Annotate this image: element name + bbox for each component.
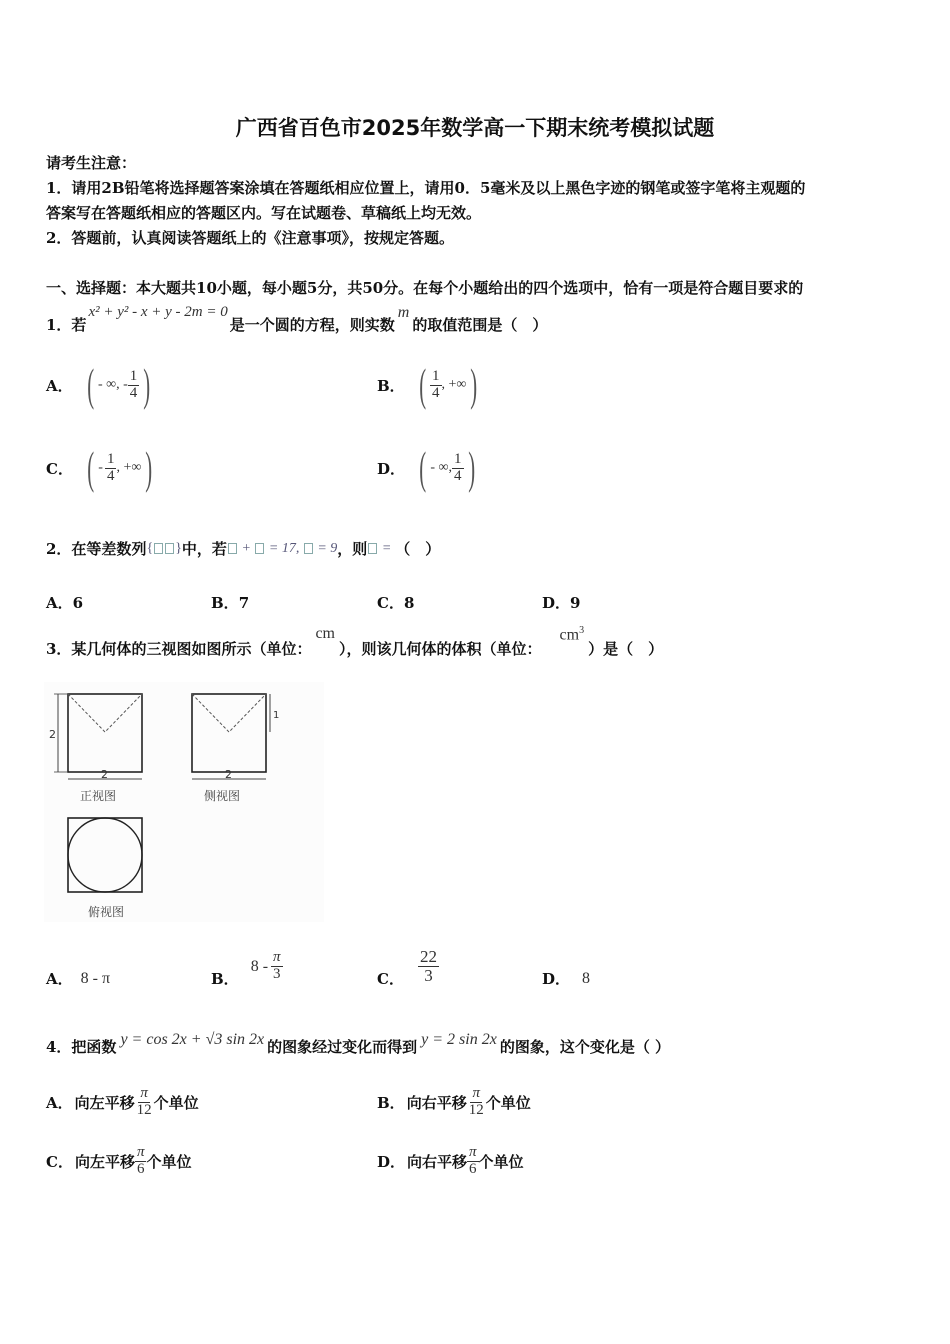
q4-option-b-label: B． bbox=[377, 1093, 405, 1112]
q4-option-a-post: 个单位 bbox=[153, 1093, 199, 1112]
q2-option-b[interactable] bbox=[211, 592, 249, 613]
q1-option-d-label: D． bbox=[377, 459, 406, 478]
q4-option-d-label: D． bbox=[377, 1152, 406, 1171]
question-3 bbox=[46, 625, 663, 659]
q3-option-d-value: 8 bbox=[582, 969, 591, 987]
q2-plus: + bbox=[241, 540, 251, 556]
q2-target bbox=[367, 541, 391, 557]
q1-option-c-label: C． bbox=[46, 459, 73, 478]
front-width-label: 2 bbox=[101, 768, 108, 781]
q1-option-c[interactable]: C． ( - $\frac{1}{4}$ , +∞ ) bbox=[46, 442, 153, 493]
q2-option-c-label: C． bbox=[377, 594, 404, 612]
q3-option-b-den: 3 bbox=[273, 966, 281, 982]
q2-option-a-value: 6 bbox=[72, 594, 84, 612]
notice-item1-line2: 答案写在答题纸相应的答题区内。写在试题卷、草稿纸上均无效。 bbox=[46, 204, 482, 222]
q2-eq-9: = 9 bbox=[317, 540, 338, 556]
q2-option-d-value: 9 bbox=[570, 594, 581, 612]
q4-option-a-den: 12 bbox=[136, 1101, 152, 1118]
q4-option-d-num: π bbox=[469, 1144, 477, 1160]
q1-option-d-left: - ∞, bbox=[430, 460, 452, 475]
q2-option-a[interactable] bbox=[46, 592, 83, 613]
q1-option-b-den: 4 bbox=[432, 384, 440, 401]
q3-unit2-base: cm bbox=[559, 626, 580, 644]
q3-option-c-num: 22 bbox=[419, 947, 437, 967]
q3-option-c[interactable] bbox=[377, 944, 439, 989]
q1-option-a-den: 4 bbox=[129, 384, 138, 401]
q3-option-a[interactable] bbox=[46, 968, 110, 989]
q2-a9 bbox=[255, 543, 264, 554]
q4-number: 4．把函数 bbox=[46, 1038, 117, 1056]
q4-mid: 的图象经过变化而得到 bbox=[267, 1038, 418, 1056]
q4-option-d[interactable] bbox=[377, 1145, 524, 1178]
q2-seq-subscript bbox=[165, 543, 174, 554]
q2-option-b-value: 7 bbox=[238, 594, 250, 612]
q3-option-b-num: π bbox=[273, 949, 281, 966]
q4-option-c-post: 个单位 bbox=[146, 1152, 192, 1171]
q4-option-c-den: 6 bbox=[136, 1160, 145, 1177]
page-title: 广西省百色市2025年数学高一下期末统考模拟试题 bbox=[235, 116, 715, 140]
q3-option-c-fraction bbox=[418, 948, 439, 985]
q1-option-d[interactable]: D． ( - ∞, $\frac{1}{4}$ ) bbox=[377, 442, 475, 493]
notice-item2: 2．答题前，认真阅读答题纸上的《注意事项》，按规定答题。 bbox=[46, 229, 454, 247]
q1-mid-text: 是一个圆的方程，则实数 bbox=[229, 316, 395, 334]
q2-option-c[interactable] bbox=[377, 592, 414, 613]
notice-heading: 请考生注意： bbox=[46, 154, 137, 172]
q2-tail1: ，则 bbox=[337, 540, 368, 558]
q4-option-c-num: π bbox=[136, 1144, 145, 1160]
q3-option-b-prefix: 8 - bbox=[250, 957, 269, 975]
section-heading: 一、选择题：本大题共10小题，每小题5分，共50分。在每个小题给出的四个选项中，恰有一项是符合题目要求的 bbox=[46, 279, 804, 297]
q4-option-d-den: 6 bbox=[469, 1160, 477, 1177]
q3-option-b-label: B． bbox=[211, 970, 239, 988]
q3-option-d-label: D． bbox=[542, 970, 571, 988]
q3-part2: ），则该几何体的体积（单位： bbox=[339, 640, 542, 658]
q1-option-a-left: - ∞, - bbox=[97, 377, 128, 392]
q2-tail2: （ ） bbox=[395, 540, 441, 558]
q2-option-c-value: 8 bbox=[403, 594, 415, 612]
q2-a7 bbox=[304, 543, 313, 554]
q1-option-d-fraction bbox=[452, 452, 464, 485]
q4-option-b-den: 12 bbox=[468, 1101, 484, 1118]
q4-option-c-fraction bbox=[135, 1145, 147, 1178]
q2-eq-17: = 17, bbox=[268, 540, 300, 556]
q3-option-c-label: C． bbox=[377, 970, 404, 988]
top-view-label: 俯视图 bbox=[88, 905, 125, 919]
q3-part1: 3．某几何体的三视图如图所示（单位： bbox=[46, 640, 312, 658]
q4-option-a-label: A． bbox=[46, 1093, 73, 1112]
question-1 bbox=[46, 304, 547, 335]
q1-option-a-label: A． bbox=[46, 376, 73, 395]
q4-option-a-fraction bbox=[135, 1086, 154, 1119]
q1-number: 1．若 bbox=[46, 316, 87, 334]
q1-option-b-label: B． bbox=[377, 376, 405, 395]
q2-condition bbox=[227, 541, 337, 557]
front-view-label: 正视图 bbox=[80, 789, 117, 803]
q2-seq-symbol bbox=[154, 543, 163, 554]
q4-option-d-fraction bbox=[467, 1145, 479, 1178]
q1-option-d-num: 1 bbox=[454, 450, 462, 467]
q4-option-c[interactable] bbox=[46, 1145, 192, 1178]
q4-option-c-label: C． bbox=[46, 1152, 73, 1171]
q2-a5 bbox=[368, 543, 377, 554]
q4-option-c-pre: 向左平移 bbox=[74, 1152, 135, 1171]
side-depth-label: 1 bbox=[273, 710, 280, 721]
q1-equation: x² + y² - x + y - 2m = 0 bbox=[88, 304, 228, 320]
q4-option-b-pre: 向右平移 bbox=[406, 1093, 467, 1112]
q4-option-b-fraction bbox=[467, 1086, 486, 1119]
q1-option-a-num: 1 bbox=[129, 367, 138, 384]
q3-option-a-value: 8 - π bbox=[80, 969, 111, 987]
q4-option-a-num: π bbox=[140, 1085, 148, 1101]
q1-tail-text: 的取值范围是（ ） bbox=[412, 316, 548, 334]
side-view-label: 侧视图 bbox=[204, 789, 241, 803]
q2-eq: = bbox=[381, 540, 392, 556]
q4-option-b[interactable] bbox=[377, 1086, 531, 1119]
q4-option-b-post: 个单位 bbox=[485, 1093, 531, 1112]
notice-item1-line1: 1．请用2B铅笔将选择题答案涂填在答题纸相应位置上，请用0．5毫米及以上黑色字迹的钢笔或签字笔将主观题的 bbox=[46, 179, 806, 197]
q2-number: 2．在等差数列 bbox=[46, 540, 147, 558]
q2-seq-close: } bbox=[175, 540, 182, 556]
q1-option-c-fraction bbox=[105, 452, 117, 485]
q1-option-b[interactable]: B． ( $\frac{1}{4}$ , +∞ ) bbox=[377, 359, 478, 410]
q3-option-b[interactable] bbox=[211, 944, 283, 989]
q1-option-b-fraction bbox=[430, 369, 442, 402]
q4-option-a[interactable] bbox=[46, 1086, 199, 1119]
three-view-figure bbox=[44, 682, 324, 922]
question-2 bbox=[46, 538, 440, 559]
q3-option-d[interactable] bbox=[542, 968, 590, 989]
q2-seq-open: { bbox=[146, 540, 154, 556]
q1-option-b-right: , +∞ bbox=[441, 377, 467, 392]
question-4 bbox=[46, 1030, 670, 1057]
q4-option-b-num: π bbox=[472, 1085, 480, 1101]
q1-option-a-fraction bbox=[128, 369, 140, 402]
q1-option-a[interactable]: A． ( - ∞, - $\frac{1}{4}$ ) bbox=[46, 359, 151, 410]
q4-func1: y = cos 2x + √3 sin 2x bbox=[120, 1030, 265, 1048]
q4-func2: y = 2 sin 2x bbox=[421, 1030, 497, 1048]
q2-option-d-label: D． bbox=[542, 594, 571, 612]
front-height-label: 2 bbox=[49, 728, 56, 741]
q4-option-d-post: 个单位 bbox=[478, 1152, 524, 1171]
q2-option-b-label: B． bbox=[211, 594, 239, 612]
q3-unit1: cm bbox=[315, 625, 335, 642]
q2-a3 bbox=[228, 543, 237, 554]
q1-option-c-num: 1 bbox=[106, 450, 115, 467]
side-width-label: 2 bbox=[225, 768, 232, 781]
q3-part3: ）是（ ） bbox=[588, 640, 664, 658]
q1-option-d-den: 4 bbox=[454, 467, 462, 484]
q1-option-c-right: , +∞ bbox=[116, 460, 142, 475]
q2-mid-text: 中，若 bbox=[181, 540, 227, 558]
q1-option-c-left: - bbox=[98, 460, 103, 475]
q4-option-a-pre: 向左平移 bbox=[74, 1093, 135, 1112]
q4-tail: 的图象，这个变化是（ ） bbox=[499, 1038, 671, 1056]
q2-option-a-label: A． bbox=[46, 594, 73, 612]
q3-option-b-fraction bbox=[271, 950, 283, 983]
q3-option-a-label: A． bbox=[46, 970, 73, 988]
q3-option-c-den: 3 bbox=[424, 966, 433, 985]
q1-option-c-den: 4 bbox=[106, 467, 115, 484]
q4-option-d-pre: 向右平移 bbox=[407, 1152, 468, 1171]
q2-sequence bbox=[146, 541, 181, 557]
q3-unit2-sup: 3 bbox=[579, 625, 585, 636]
q1-variable: m bbox=[397, 304, 410, 321]
q3-unit2 bbox=[560, 625, 585, 644]
q1-option-b-num: 1 bbox=[432, 367, 440, 384]
q2-option-d[interactable] bbox=[542, 592, 580, 613]
